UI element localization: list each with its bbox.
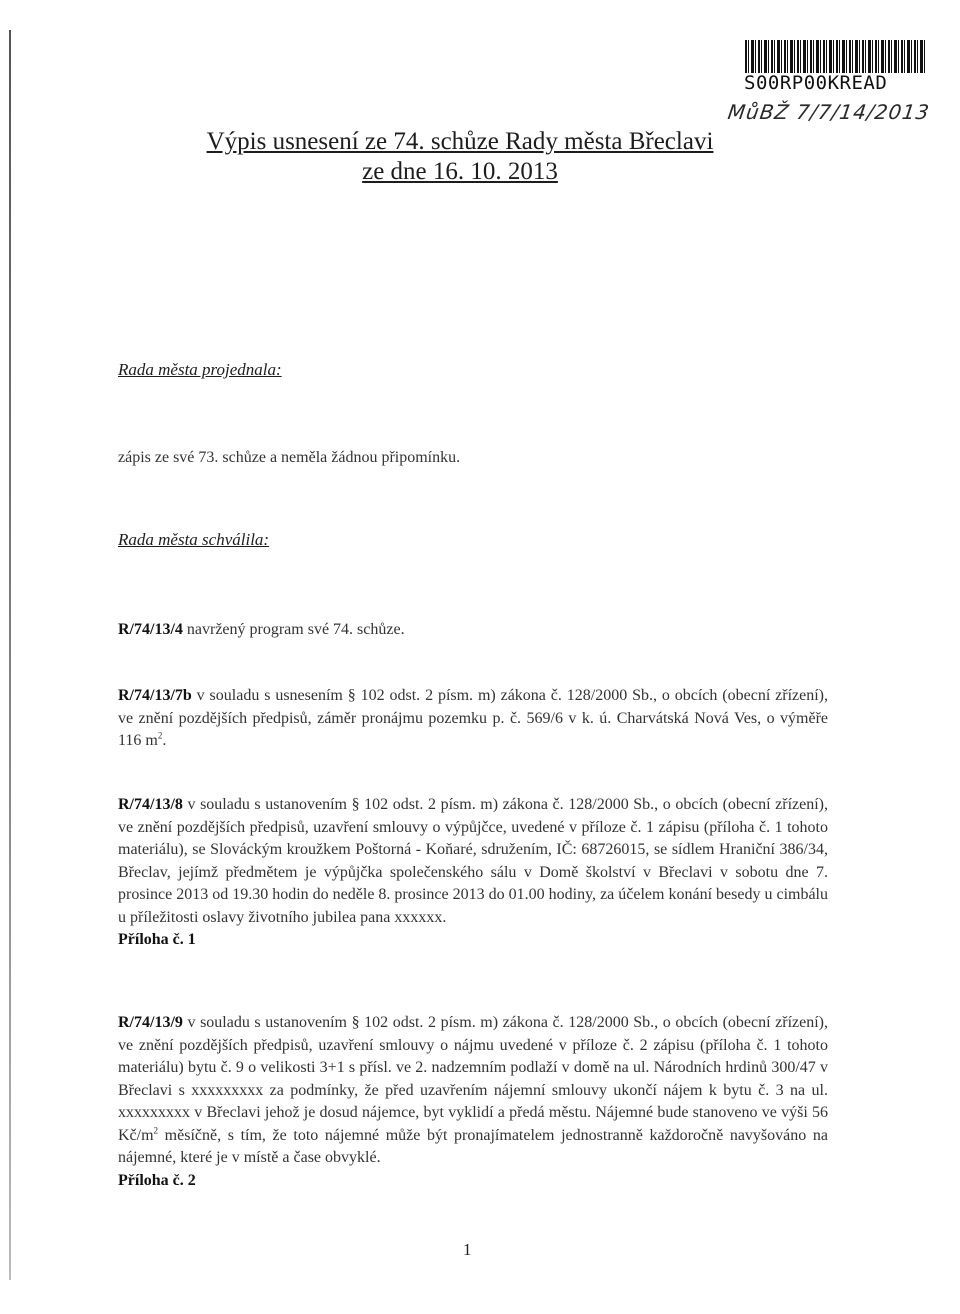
scan-edge-line xyxy=(9,30,11,1280)
resolution-text: v souladu s usnesením § 102 odst. 2 písm. m) zákona č. 128/2000 Sb., o obcích (obecní zřízení), ve znění pozdějších předpisů, záměr pronájmu pozemku p. č. 569/6 v k. ú. Charvátská Nová Ves, o výměře 116 m xyxy=(118,687,828,749)
section-heading-projednala: Rada města projednala: xyxy=(118,360,282,379)
resolution-ref: R/74/13/7b xyxy=(118,687,192,704)
resolution-text: v souladu s ustanovením § 102 odst. 2 písm. m) zákona č. 128/2000 Sb., o obcích (obecní zřízení), ve znění pozdějších předpisů, uzavření smlouvy o nájmu uvedené v příloze č. 2 zápisu (příloha č. 1 tohoto materiálu) bytu č. 9 o velikosti 3+1 s přísl. ve 2. nadzemním podlaží v domě na ul. Národních hrdinů 300/47 v Břeclavi s xxxxxxxxx za podmínky, že před uzavřením nájemní smlouvy ukončí nájem k bytu č. 3 na ul. xxxxxxxxx v Břeclavi jehož je dosud nájemce, byt vyklidí a předá městu. Nájemné bude stanoveno ve výši 56 Kč/m xyxy=(118,1014,828,1144)
attachment-label: Příloha č. 2 xyxy=(118,1171,196,1189)
superscript: 2 xyxy=(153,1125,159,1136)
resolution-r74-13-8 xyxy=(118,794,828,952)
resolution-r74-13-4 xyxy=(118,619,828,642)
attachment-label: Příloha č. 1 xyxy=(118,931,196,948)
superscript: 2 xyxy=(157,730,163,741)
handwritten-reference: MůBŽ 7/7/14/2013 xyxy=(726,100,932,124)
page-number: 1 xyxy=(463,1240,472,1259)
resolution-r74-13-9 xyxy=(118,1012,828,1192)
document-date: ze dne 16. 10. 2013 xyxy=(362,158,558,185)
document-title: Výpis usnesení ze 74. schůze Rady města Břeclavi xyxy=(206,128,714,155)
resolution-r74-13-7b xyxy=(118,685,828,753)
resolution-text: v souladu s ustanovením § 102 odst. 2 písm. m) zákona č. 128/2000 Sb., o obcích (obecní zřízení), ve znění pozdějších předpisů, uzavření smlouvy o výpůjčce, uvedené v příloze č. 1 zápisu (příloha č. 1 tohoto materiálu), se Slováckým kroužkem Poštorná - Koňaré, sdružením, IČ: 68726015, se sídlem Hraniční 386/34, Břeclav, jejímž předmětem je výpůjčka společenského sálu v Domě školství v Břeclavi v sobotu dne 7. prosince 2013 od 19.30 hodin do neděle 8. prosince 2013 do 01.00 hodiny, za účelem konání besedy u cimbálu u příležitosti oslavy životního jubilea pana xxxxxx. xyxy=(118,796,828,926)
section-text-projednala: zápis ze své 73. schůze a neměla žádnou připomínku. xyxy=(118,449,461,466)
resolution-ref: R/74/13/9 xyxy=(118,1014,183,1031)
resolution-text: navržený program své 74. schůze. xyxy=(182,621,405,638)
barcode-text: S00RP00KREAD xyxy=(744,72,888,94)
resolution-tail: měsíčně, s tím, že toto nájemné může být pronajímatelem jednostranně každoročně navyšováno na nájemné, které je v místě a čase obvyklé. xyxy=(118,1126,828,1166)
section-heading-schvalila: Rada města schválila: xyxy=(118,530,270,549)
barcode xyxy=(745,40,927,73)
resolution-tail: . xyxy=(162,732,167,749)
resolution-ref: R/74/13/4 xyxy=(118,621,183,638)
resolution-ref: R/74/13/8 xyxy=(118,796,183,813)
